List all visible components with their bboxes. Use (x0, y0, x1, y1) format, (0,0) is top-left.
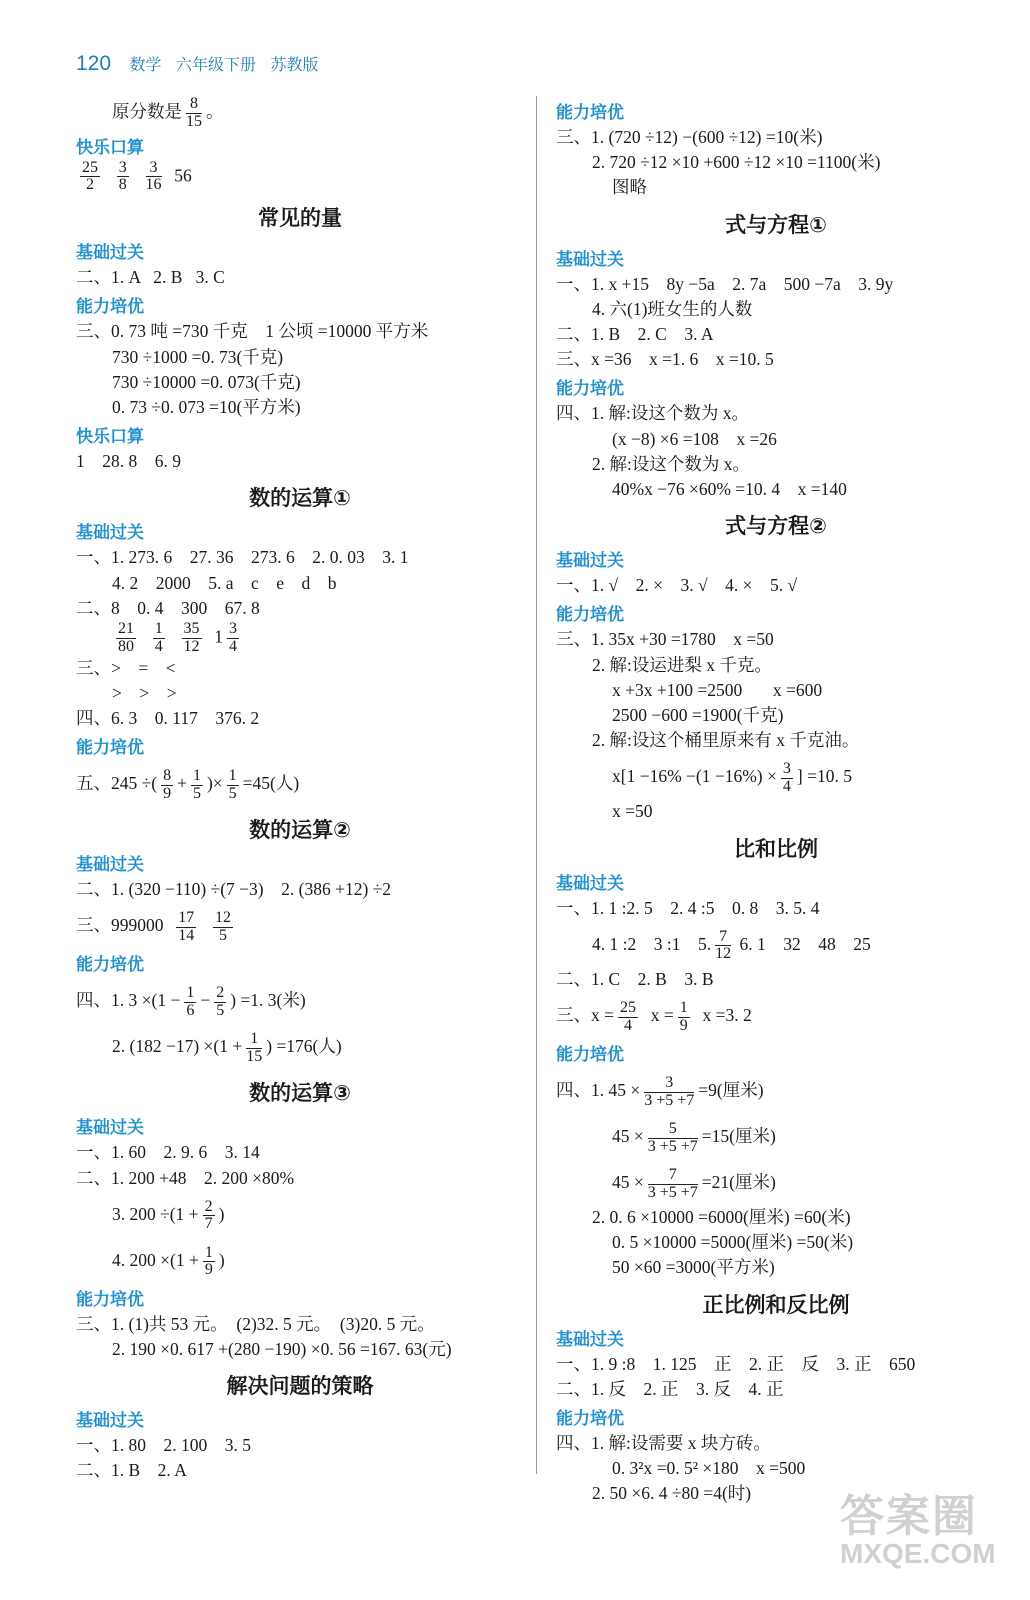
section-title: 解决问题的策略 (226, 1375, 374, 1399)
answer-line: 2. 解:设这个数为 x。 (592, 453, 750, 474)
subsection-heading: 基础过关 (556, 249, 624, 269)
answer-line: 四、1. 解:设这个数为 x。 (556, 403, 749, 424)
subsection-heading: 能力培优 (76, 738, 144, 758)
answer-line: 2. (182 −17) ×(1 + $\frac{1}{15}$ ) =176(人) (112, 1030, 342, 1065)
answer-line: 三、x = $\frac{25}{4}$ x = $\frac{1}{9}$ x =3. 2 (556, 998, 752, 1034)
subsection-heading: 基础过关 (556, 1329, 624, 1349)
subsection-heading: 基础过关 (76, 855, 144, 875)
section-title: 式与方程② (725, 515, 827, 539)
answer-line: 一、1. 9 :8 1. 125 正 2. 正 反 3. 正 650 (556, 1353, 916, 1374)
answer-line: 2500 −600 =1900(千克) (612, 705, 784, 726)
answer-line: 三、1. (720 ÷12) −(600 ÷12) =10(米) (556, 127, 823, 147)
answer-line: 一、1. 80 2. 100 3. 5 (76, 1435, 251, 1456)
subsection-heading: 基础过关 (556, 873, 624, 893)
answer-line: 4. 2 2000 5. a c e d b (112, 572, 337, 593)
answer-line: 2. 解:设这个桶里原来有 x 千克油。 (592, 730, 860, 751)
subsection-heading: 快乐口算 (76, 137, 144, 157)
subsection-heading: 能力培优 (556, 605, 624, 625)
answer-line: 二、1. 200 +48 2. 200 ×80% (76, 1167, 295, 1188)
answer-line: 一、1. x +15 8y −5a 2. 7a 500 −7a 3. 9y (556, 273, 894, 294)
answer-line: 一、1. 1 :2. 5 2. 4 :5 0. 8 3. 5. 4 (556, 897, 820, 918)
answer-line: 二、1. A 2. B 3. C (76, 267, 225, 288)
subsection-heading: 能力培优 (556, 1409, 624, 1429)
section-title: 式与方程① (725, 213, 827, 237)
answer-line: $\frac{21}{80}$ $\frac{1}{4}$ $\frac{35}{12}$ 1 $\frac{3}{4}$ (118, 620, 237, 655)
answer-line: (x −8) ×6 =108 x =26 (612, 428, 777, 449)
subsection-heading: 基础过关 (76, 243, 144, 263)
answer-line: 50 ×60 =3000(平方米) (612, 1257, 775, 1278)
answer-line: 45 × $\frac{5}{3 +5 +7}$ =15(厘米) (612, 1119, 776, 1155)
section-title: 数的运算② (249, 819, 351, 843)
subsection-heading: 能力培优 (76, 1289, 144, 1309)
answer-line: 一、1. √ 2. × 3. √ 4. × 5. √ (556, 575, 798, 596)
subsection-heading: 能力培优 (76, 297, 144, 317)
section-title: 比和比例 (734, 837, 818, 861)
answer-line: 二、1. B 2. A (76, 1460, 187, 1481)
answer-line: 730 ÷1000 =0. 73(千克) (112, 346, 284, 367)
grade: 六年级下册 (175, 57, 256, 74)
answer-line: 三、1. (1)共 53 元。 (2)32. 5 元。 (3)20. 5 元。 (76, 1313, 435, 1334)
answer-line: 2. 50 ×6. 4 ÷80 =4(时) (592, 1483, 752, 1504)
answer-line: 4. 1 :2 3 :1 5. $\frac{7}{12}$ 6. 1 32 48 25 (592, 927, 871, 963)
answer-line: 四、1. 3 ×(1 − $\frac{1}{6}$ − $\frac{2}{5}$ ) =1. 3(米) (76, 984, 306, 1019)
section-title: 数的运算③ (249, 1082, 351, 1106)
answer-line: 五、245 ÷( $\frac{8}{9}$ + $\frac{1}{5}$ )× $\frac{1}{5}$ =45(人) (76, 766, 300, 802)
answer-line: 四、1. 解:设需要 x 块方砖。 (556, 1433, 771, 1454)
answer-line: 三、x =36 x =1. 6 x =10. 5 (556, 349, 774, 370)
page-header (76, 52, 328, 76)
answer-line: 一、1. 60 2. 9. 6 3. 14 (76, 1142, 260, 1163)
answer-line: 三、0. 73 吨 =730 千克 1 公顷 =10000 平方米 (76, 321, 429, 342)
answer-line: 0. 3²x =0. 5² ×180 x =500 (612, 1458, 806, 1479)
left-column (76, 96, 524, 1484)
fraction: $\frac{8}{15}$ (186, 95, 202, 130)
answer-line: 0. 73 ÷0. 073 =10(平方米) (112, 397, 301, 417)
answer-line: x[1 −16% −(1 −16%) × $\frac{3}{4}$ ] =10. 5 (612, 760, 852, 795)
subject: 数学 (129, 57, 162, 74)
answer-line: 2. 720 ÷12 ×10 +600 ÷12 ×10 =1100(米) (592, 152, 881, 173)
edition: 苏教版 (270, 57, 319, 74)
answer-line: 40%x −76 ×60% =10. 4 x =140 (612, 479, 847, 500)
answer-line: 4. 200 ×(1 + $\frac{1}{9}$ ) (112, 1243, 225, 1279)
answer-line: > > > (112, 682, 177, 703)
subsection-heading: 能力培优 (556, 379, 624, 399)
watermark-logo: 答案圈 MXQE.COM (840, 1492, 996, 1569)
answer-line: 2. 190 ×0. 617 +(280 −190) ×0. 56 =167. 63(元) (112, 1339, 452, 1360)
answer-line: 0. 5 ×10000 =5000(厘米) =50(米) (612, 1232, 854, 1253)
section-title: 数的运算① (249, 487, 351, 511)
subsection-heading: 基础过关 (76, 523, 144, 543)
answer-line: 730 ÷10000 =0. 073(千克) (112, 371, 301, 392)
subsection-heading: 能力培优 (556, 103, 624, 122)
answer-line: x =50 (612, 801, 653, 822)
section-title: 正比例和反比例 (702, 1293, 850, 1317)
answer-line: 4. 六(1)班女生的人数 (592, 298, 753, 319)
answer-line: 三、1. 35x +30 =1780 x =50 (556, 629, 774, 650)
subsection-heading: 能力培优 (76, 955, 144, 975)
answer-line: 二、8 0. 4 300 67. 8 (76, 597, 260, 618)
subsection-heading: 快乐口算 (76, 427, 144, 447)
column-divider (536, 96, 537, 1474)
answer-line: $\frac{25}{2}$ $\frac{3}{8}$ $\frac{3}{16}$ 56 (82, 158, 192, 194)
answer-line: 2. 解:设运进梨 x 千克。 (592, 654, 772, 675)
answer-line: 二、1. (320 −110) ÷(7 −3) 2. (386 +12) ÷2 (76, 879, 392, 900)
subsection-heading: 基础过关 (76, 1411, 144, 1431)
answer-line: 四、6. 3 0. 117 376. 2 (76, 708, 260, 729)
answer-line: 一、1. 273. 6 27. 36 273. 6 2. 0. 03 3. 1 (76, 547, 409, 568)
answer-line: 图略 (612, 177, 647, 198)
subsection-heading: 基础过关 (76, 1118, 144, 1138)
subsection-heading: 基础过关 (556, 551, 624, 571)
answer-line: 2. 0. 6 ×10000 =6000(厘米) =60(米) (592, 1207, 851, 1228)
answer-line: 三、> = < (76, 657, 176, 678)
page-number: 120 (76, 52, 112, 75)
answer-line: 3. 200 ÷(1 + $\frac{2}{7}$ ) (112, 1197, 225, 1233)
answer-line: 原分数是 $\frac{8}{15}$ 。 (112, 95, 224, 130)
answer-line: 二、1. C 2. B 3. B (556, 968, 714, 989)
section-title: 常见的量 (258, 207, 342, 231)
subsection-heading: 能力培优 (556, 1045, 624, 1065)
answer-line: x +3x +100 =2500 x =600 (612, 679, 823, 700)
answer-line: 四、1. 45 × $\frac{3}{3 +5 +7}$ =9(厘米) (556, 1073, 764, 1109)
answer-line: 1 28. 8 6. 9 (76, 451, 181, 472)
answer-line: 45 × $\frac{7}{3 +5 +7}$ =21(厘米) (612, 1165, 776, 1201)
answer-line: 二、1. 反 2. 正 3. 反 4. 正 (556, 1378, 784, 1399)
right-column (556, 96, 996, 1507)
answer-line: 二、1. B 2. C 3. A (556, 324, 714, 345)
answer-line: 三、999000 $\frac{17}{14}$ $\frac{12}{5}$ (76, 909, 231, 944)
